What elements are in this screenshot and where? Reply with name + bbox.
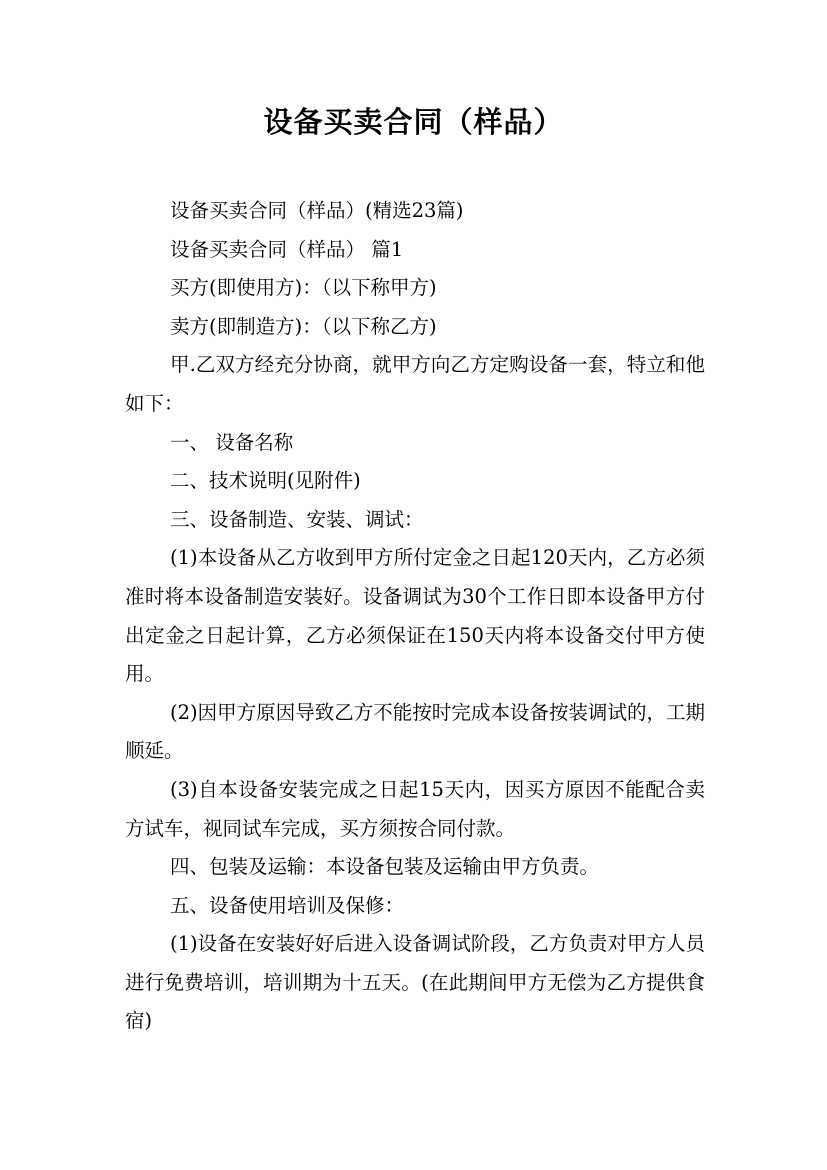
paragraph-preamble: 甲.乙双方经充分协商，就甲方向乙方定购设备一套，特立和他 如下： (125, 353, 705, 415)
document-body (125, 192, 705, 1041)
paragraph-clause-3-3: (3)自本设备安装完成之日起15天内，因买方原因不能配合卖方试车，视同试车完成，买方须按合同付款。 (125, 777, 705, 840)
paragraph-section-3: 三、设备制造、安装、调试： (170, 507, 424, 531)
paragraph-section-5: 五、设备使用培训及保修： (170, 893, 405, 917)
paragraph-clause-3-2: (2)因甲方原因导致乙方不能按时完成本设备按装调试的，工期顺延。 (125, 700, 705, 763)
paragraph-clause-3-1: (1)本设备从乙方收到甲方所付定金之日起120天内，乙方必须准时将本设备制造安装好。设备调试为30个工作日即本设备甲方付出定金之日起计算，乙方必须保证在150天内将本设备交付甲方使用。 (125, 546, 705, 686)
paragraph-section-1: 一、 设备名称 (170, 430, 294, 454)
paragraph-chapter-heading: 设备买卖合同（样品） 篇1 (170, 237, 404, 261)
paragraph-section-2: 二、技术说明(见附件) (170, 469, 361, 493)
paragraph-seller: 卖方(即制造方)：（以下称乙方) (170, 314, 437, 338)
paragraph-buyer: 买方(即使用方)：（以下称甲方) (170, 276, 437, 300)
paragraph-subtitle: 设备买卖合同（样品）(精选23篇) (170, 199, 464, 222)
document-title: 设备买卖合同（样品） (263, 105, 564, 139)
paragraph-clause-5-1: (1)设备在安装好好后进入设备调试阶段，乙方负责对甲方人员进行免费培训，培训期为十五天。(在此期间甲方无偿为乙方提供食宿) (125, 932, 705, 1033)
paragraph-section-4: 四、包装及运输：本设备包装及运输由甲方负责。 (170, 855, 600, 879)
